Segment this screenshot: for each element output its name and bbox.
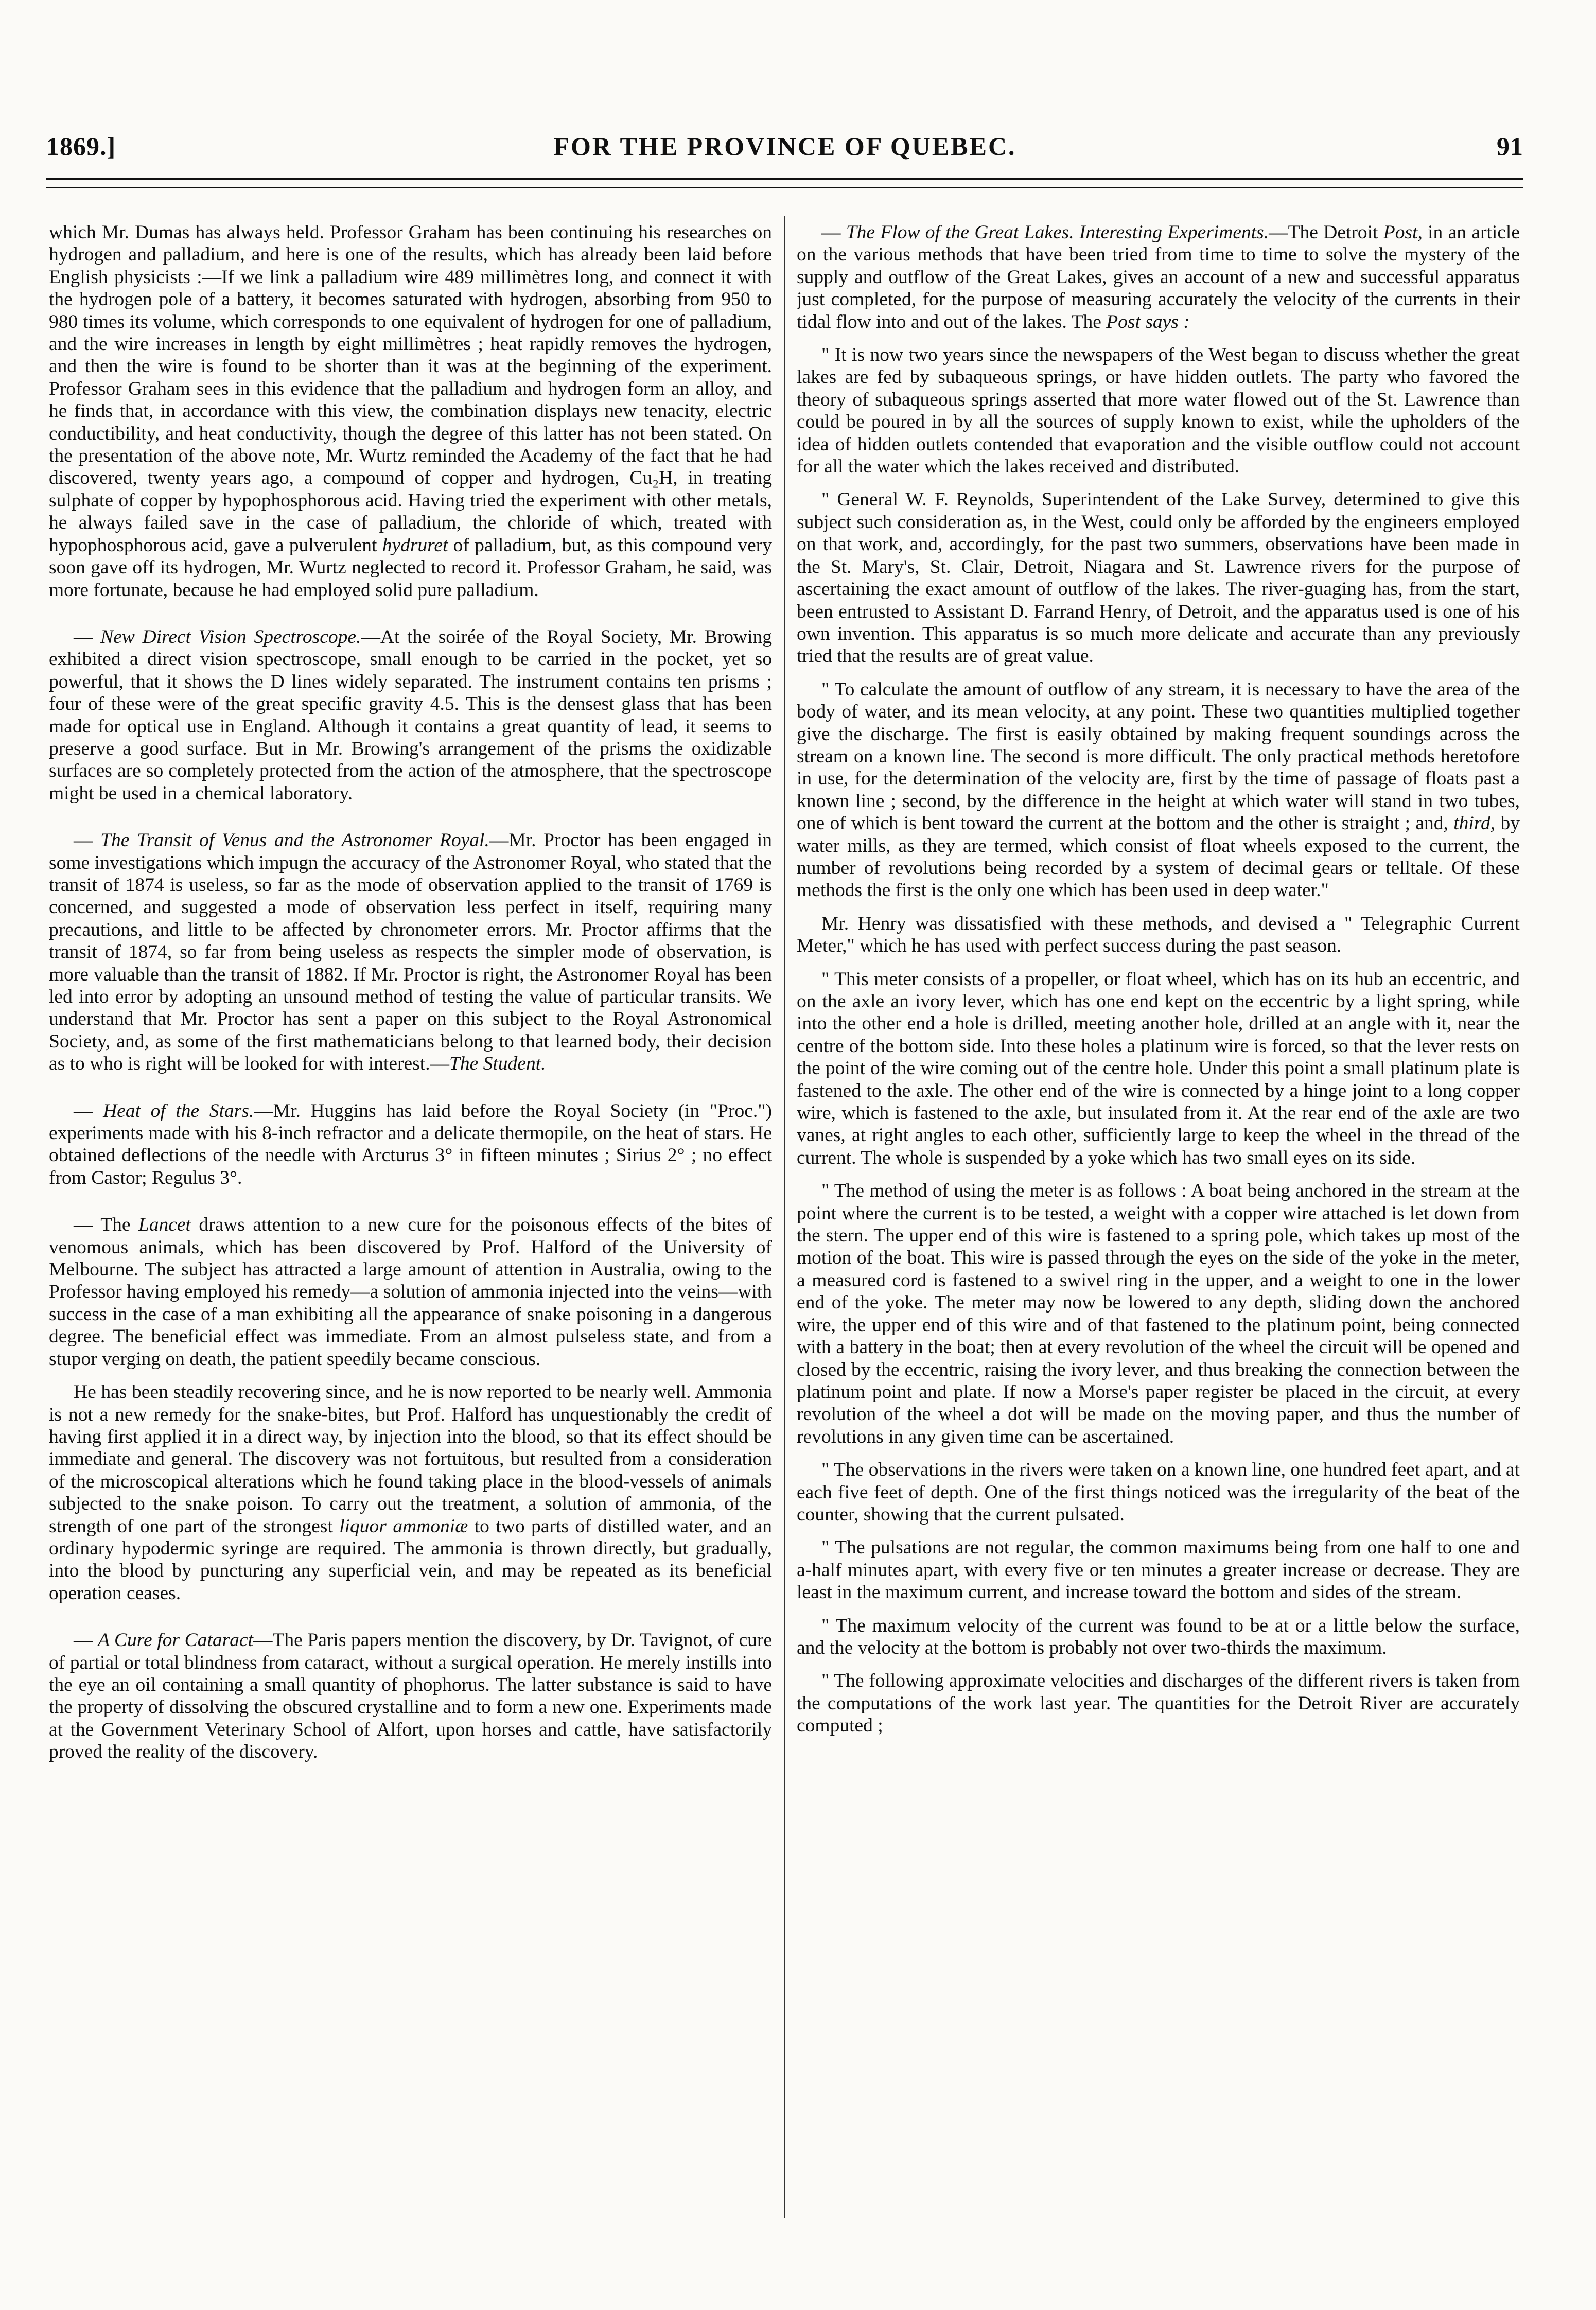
italic-term: says : — [1145, 311, 1190, 332]
text-run: He has been steadily recovering since, and he is now reported to be nearly well. Ammonia is not a new remedy for the snake-bites, but Prof. Halford has unquestionably the credit of having first applied it in a direct way, by injection into the blood, so that its effect should be immediate and general. The discovery was not fortuitous, but resulted from a consideration of the microscopical alterations which he found taking place in the blood-vessels of animals subjected to the snake poison. To carry out the treatment, a solution of ammonia, of the strength of one part of the strongest — [49, 1381, 772, 1537]
lancet-article-continued — [49, 1381, 772, 1604]
text-run: of palladium, but, as this compound very soon gave off its hydrogen, Mr. Wurtz neglected to record it. Professor Graham, he said, was more fortunate, because he had employed solid pure palladium. — [49, 534, 772, 601]
text-run: which Mr. Dumas has always held. Professor Graham has been continuing his researches on hydrogen and palladium, and here is one of the results, which has already been laid before English physicists :—If we link a palladium wire 489 millimètres long, and connect it with the hydrogen pole of a battery, it becomes saturated with hydrogen, absorbing from 950 to 980 times its volume, which corresponds to one equivalent of hydrogen for one of palladium, and the wire increases in length by eight millimètres ; heat rapidly removes the hydrogen, and then the wire is found to be shorter than it was at the beginning of the experiment. Professor Graham sees in this evidence that the palladium and hydrogen form an alloy, and he finds that, in accordance with this view, the combination displays new tenacity, electric conductibility, and heat conductivity, though the degree of this latter has not been stated. On the presentation of the above note, Mr. Wurtz reminded the Academy of the fact that he had discovered, twenty years ago, a compound of copper and hydrogen, Cu₂H, in treating sulphate of copper by hypophosphorous acid. Having tried the experiment with other metals, he always failed save in the case of palladium, the chloride of which, treated with hypophosphorous acid, gave a pulverulent — [49, 222, 772, 556]
running-head — [46, 131, 1523, 167]
text-run: by water mills, as they are termed, which consist of float wheels exposed to the current, the number of revolutions being recorded by a system of decimal gears or telltale. Of these methods the first is the only one which has been used in deep water." — [797, 813, 1520, 901]
article-body: —At the soirée of the Royal Society, Mr. Browing exhibited a direct vision spectroscope, small enough to be carried in the pocket, yet so powerful, that it shows the D lines widely separated. The instrument contains ten prisms ; four of these were of the great specific gravity 4.5. This is the densest glass that has been made for optical use in England. Although it contains a great quantity of lead, it seems to preserve a good surface. But in Mr. Browing's arrangement of the prisms the oxidizable surfaces are so completely protected from the action of the atmosphere, that the spectroscope might be used in a chemical laboratory. — [49, 626, 772, 804]
italic-term: third, — [1453, 813, 1496, 834]
italic-term: Lancet — [138, 1214, 191, 1236]
page-number: 91 — [1497, 132, 1523, 161]
header-year: 1869.] — [46, 132, 116, 161]
transit-venus-article: — The Transit of Venus and the Astronomer Royal.—Mr. Proctor has been engaged in some investigations which impugn the accuracy of the Astronomer Royal, who stated that the transit of 1874 is useless, so far as the mode of observation applied to the transit of 1769 is concerned, and suggested a mode of observation less perfect in itself, requiring many precautions, and little to be affected by chronometer errors. Mr. Proctor affirms that the transit of 1874, so far from being useless as respects the simpler mode of observation, is more valuable than the transit of 1882. If Mr. Proctor is right, the Astronomer Royal has been led into error by adopting an unsound method of testing the value of particular transits. We understand that Mr. Proctor has sent a paper on this subject to the Royal Astronomical Society, and, as some of the first mathematicians belong to that learned body, their decision as to who is right will be looked for with interest.—The Student. — [49, 830, 772, 1075]
article-heading: Heat of the Stars. — [103, 1100, 254, 1122]
graham-palladium-paragraph — [49, 221, 772, 601]
quote-paragraph — [797, 678, 1520, 902]
header-title: FOR THE PROVINCE OF QUEBEC. — [553, 132, 1016, 161]
text-run: — The — [74, 1214, 131, 1236]
article-body: —The Paris papers mention the discovery, by Dr. Tavignot, of cure of partial or total blindness from cataract, without a surgical operation. He merely instills into the eye an oil containing a small quantity of phophorus. The latter substance is said to have the property of dissolving the obscured crystalline and to form a new one. Experiments made at the Government Veterinary School of Alfort, upon horses and cattle, have satisfactorily proved the reality of the discovery. — [49, 1630, 772, 1763]
article-heading: The Flow of the Great Lakes. Interesting Experiments. — [846, 222, 1269, 243]
article-heading: The Transit of Venus and the Astronomer Royal. — [100, 830, 489, 851]
article-source: The Student. — [449, 1053, 546, 1075]
great-lakes-article: — The Flow of the Great Lakes. Interesting Experiments.—The Detroit Post, in an article on the various methods that have been tried from time to time to solve the mystery of the supply and outflow of the Great Lakes, gives an account of a new and successful apparatus just completed, for the purpose of measuring accurately the velocity of the currents in their tidal flow into and out of the lakes. The Post says : — [797, 222, 1520, 332]
italic-term: Post — [1106, 311, 1141, 332]
right-column — [797, 221, 1520, 2229]
article-heading: New Direct Vision Spectroscope. — [100, 626, 361, 647]
column-divider — [784, 216, 785, 2218]
quote-paragraph: " The observations in the rivers were taken on a known line, one hundred feet apart, and at each five feet of depth. One of the first things noticed was the irregularity of the beat of the counter, showing that the current pulsated. — [797, 1459, 1520, 1525]
text-run: " To calculate the amount of outflow of any stream, it is necessary to have the area of the body of water, and its mean velocity, at any point. These two quantities multiplied together give the discharge. The first is easily obtained by making frequent soundings across the stream on a known line. The second is more difficult. The only practical methods heretofore in use, for the determination of the velocity are, first by the time of passage of floats past a known line ; second, by the difference in the height at which water will stand in two tubes, one of which is bent toward the current at the bottom and the other is straight ; and, — [797, 678, 1520, 834]
article-body: —Mr. Huggins has laid before the Royal Society (in "Proc.") experiments made with his 8-inch refractor and a delicate thermopile, on the heat of stars. He obtained deflections of the needle with Arcturus 3° in fifteen minutes ; Sirius 2° ; no effect from Castor; Regulus 3°. — [49, 1100, 772, 1188]
quote-paragraph: " This meter consists of a propeller, or float wheel, which has on its hub an eccentric, and on the axle an ivory lever, which has one end kept on the eccentric by a light spring, while into the other end a hole is drilled, meeting another hole, drilled at an angle with it, near the centre of the bottom side. Into these holes a platinum wire is forced, so that the lever rests on the point of the wire coming out of the centre hole. Under this point a small platinum plate is fastened to the axle. The other end of the wire is connected by a hinge joint to a long copper wire, which is fastened to the axle, but insulated from it. At the rear end of the axle are two vanes, at right angles to each other, sufficiently large to keep the wheel in the thread of the current. The whole is suspended by a yoke which has two small eyes on its side. — [797, 968, 1520, 1168]
quote-paragraph: " The pulsations are not regular, the common maximums being from one half to one and a-half minutes apart, with every five or ten minutes a greater increase or decrease. They are least in the maximum current, and increase toward the bottom and sides of the stream. — [797, 1537, 1520, 1603]
heat-stars-article: — Heat of the Stars.—Mr. Huggins has laid before the Royal Society (in "Proc.") experiments made with his 8-inch refractor and a delicate thermopile, on the heat of stars. He obtained deflections of the needle with Arcturus 3° in fifteen minutes ; Sirius 2° ; no effect from Castor; Regulus 3°. — [49, 1100, 772, 1188]
article-body: draws attention to a new cure for the poisonous effects of the bites of venomous animals, which has been discovered by Prof. Halford of the University of Melbourne. The subject has attracted a large amount of attention in Australia, owing to the Professor having employed his remedy—a solution of ammonia injected into the veins—with success in the case of a man exhibiting all the appearance of snake poisoning in a dangerous degree. The beneficial effect was immediate. From an almost pulseless state, and from a stupor verging on death, the patient speedily became conscious. — [49, 1214, 772, 1370]
italic-term: liquor ammoniæ — [339, 1515, 468, 1537]
left-column — [49, 221, 772, 2229]
article-body: —Mr. Proctor has been engaged in some investigations which impugn the accuracy of the Astronomer Royal, who stated that the transit of 1874 is useless, so far as the mode of observation applied to the transit of 1769 is concerned, and suggested a mode of observation less perfect in itself, requiring many precautions, and little to be affected by chronometer errors. Mr. Proctor affirms that the transit of 1874, so far from being useless as respects the simpler mode of observation, is more valuable than the transit of 1882. If Mr. Proctor is right, the Astronomer Royal has been led into error by adopting an unsound method of testing the value of particular transits. We understand that Mr. Proctor has sent a paper on this subject to the Royal Astronomical Society, and, as some of the first mathematicians belong to that learned body, their decision as to who is right will be looked for with interest.— — [49, 830, 772, 1075]
italic-term: Post, — [1383, 222, 1423, 243]
text-run: to two parts of distilled water, and an ordinary hypodermic syringe are required. The ammonia is thrown directly, but gradually, into the blood by puncturing any superficial vein, and may be repeated as its beneficial operation ceases. — [49, 1515, 772, 1604]
lancet-article — [49, 1214, 772, 1370]
cataract-article: — A Cure for Cataract—The Paris papers mention the discovery, by Dr. Tavignot, of cure of partial or total blindness from cataract, without a surgical operation. He merely instills into the eye an oil containing a small quantity of phophorus. The latter substance is said to have the property of dissolving the obscured crystalline and to form a new one. Experiments made at the Government Veterinary School of Alfort, upon horses and cattle, have satisfactorily proved the reality of the discovery. — [49, 1630, 772, 1763]
text-run: —The Detroit — [1269, 222, 1378, 243]
quote-paragraph: " The method of using the meter is as follows : A boat being anchored in the stream at the point where the current is to be tested, a weight with a copper wire attached is let down from the stern. The upper end of this wire is fastened to a spring pole, which takes up most of the motion of the boat. This wire is passed through the eyes on the side of the yoke in the meter, a measured cord is fastened to a swivel ring in the upper, and a weight to one in the lower end of the yoke. The meter may now be lowered to any depth, sliding down the anchored wire, the upper end of this wire and of that fastened to the platinum point, being connected with a battery in the boat; then at every revolution of the wheel the circuit will be opened and closed by the eccentric, raising the ivory lever, and thus breaking the connection between the platinum point and plate. If now a Morse's paper register be placed in the circuit, at every revolution of the wheel a dot will be made on the moving paper, and thus the number of revolutions in any given time can be ascertained. — [797, 1180, 1520, 1447]
article-heading: A Cure for Cataract — [98, 1630, 253, 1651]
quote-paragraph: " General W. F. Reynolds, Superintendent of the Lake Survey, determined to give this subject such consideration as, in the West, could only be afforded by the engineers employed on that work, and, accordingly, for the past two summers, observations have been made in the St. Mary's, St. Clair, Detroit, Niagara and St. Lawrence rivers for the purpose of ascertaining the exact amount of outflow of the lakes. The river-guaging has, from the start, been entrusted to Assistant D. Farrand Henry, of Detroit, and the apparatus used is one of his own invention. This apparatus is so much more delicate and accurate than any previously tried that the results are of great value. — [797, 489, 1520, 667]
quote-paragraph: " The following approximate velocities and discharges of the different rivers is taken from the computations of the work last year. The quantities for the Detroit River are accurately computed ; — [797, 1670, 1520, 1737]
header-rule-thick — [46, 178, 1523, 180]
header-rule-thin — [46, 187, 1523, 188]
quote-paragraph: " It is now two years since the newspapers of the West began to discuss whether the great lakes are fed by subaqueous springs, or have hidden outlets. The party who favored the theory of subaqueous springs asserted that more water flowed out of the St. Lawrence than could be poured in by all the sources of supply known to exist, while the upholders of the idea of hidden outlets contended that evaporation and the visible outflow could not account for all the water which the lakes received and distributed. — [797, 344, 1520, 478]
text-run: in an article on the various methods that have been tried from time to time to solve the mystery of the supply and outflow of the Great Lakes, gives an account of a new and successful apparatus just completed, for the purpose of measuring accurately the velocity of the currents in their tidal flow into and out of the lakes. The — [797, 222, 1520, 332]
italic-term: hydruret — [382, 534, 448, 556]
quote-paragraph: " The maximum velocity of the current was found to be at or a little below the surface, and the velocity at the bottom is probably not over two-thirds the maximum. — [797, 1615, 1520, 1658]
body-paragraph: Mr. Henry was dissatisfied with these methods, and devised a " Telegraphic Current Meter," which he has used with perfect success during the past season. — [797, 913, 1520, 957]
spectroscope-article: — New Direct Vision Spectroscope.—At the soirée of the Royal Society, Mr. Browing exhibited a direct vision spectroscope, small enough to be carried in the pocket, yet so powerful, that it shows the D lines widely separated. The instrument contains ten prisms ; four of these were of the great specific gravity 4.5. This is the densest glass that has been made for optical use in England. Although it contains a great quantity of lead, it seems to preserve a good surface. But in Mr. Browing's arrangement of the prisms the oxidizable surfaces are so completely protected from the action of the atmosphere, that the spectroscope might be used in a chemical laboratory. — [49, 626, 772, 804]
